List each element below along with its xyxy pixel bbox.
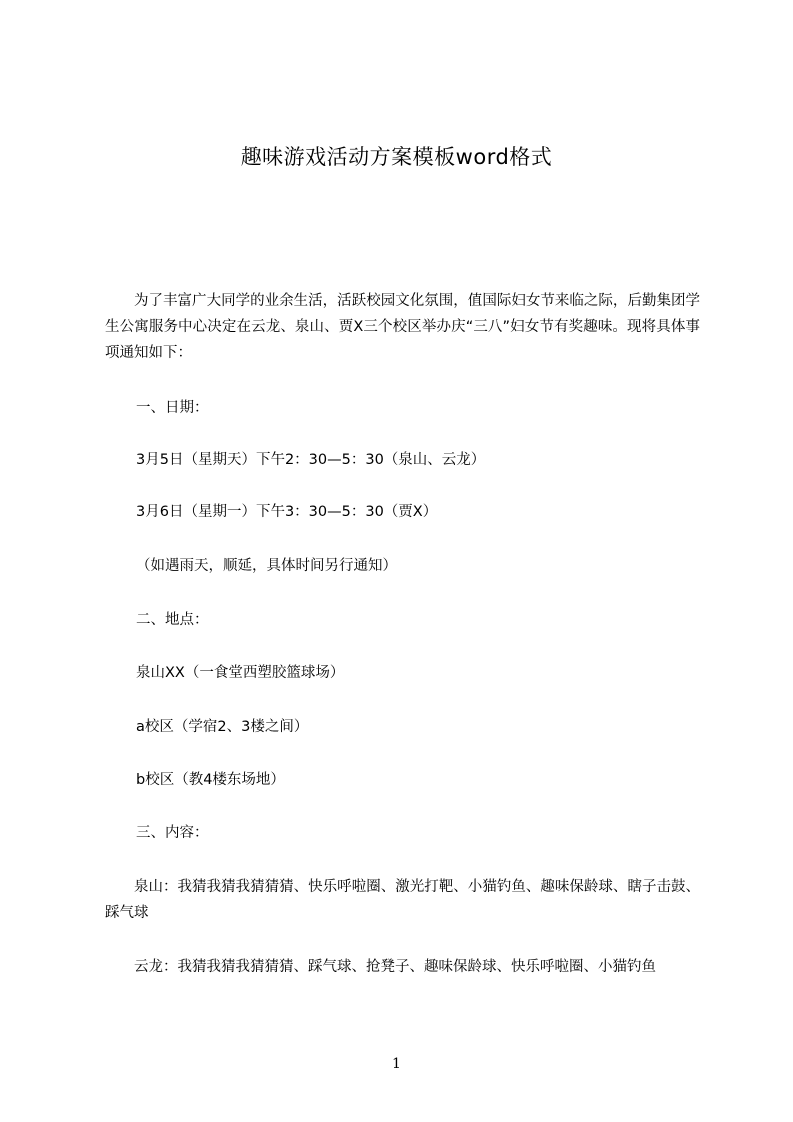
location-line-3: b校区（教4楼东场地）: [136, 772, 285, 788]
intro-paragraph: 为了丰富广大同学的业余生活，活跃校园文化氛围，值国际妇女节来临之际，后勤集团学生公寓服务中心决定在云龙、泉山、贾X三个校区举办庆“三八”妇女节有奖趣味。现将具体事项通知如下：: [105, 293, 700, 361]
section-heading-content: 三、内容：: [136, 825, 209, 841]
document-title: 趣味游戏活动方案模板word格式: [240, 145, 553, 169]
section-heading-location: 二、地点：: [136, 612, 209, 628]
page-number: 1: [392, 1056, 401, 1072]
content-yunlong: 云龙：我猜我猜我猜猜猜、踩气球、抢凳子、趣味保龄球、快乐呼啦圈、小猫钓鱼: [134, 959, 656, 975]
location-line-1: 泉山XX（一食堂西塑胶篮球场）: [136, 665, 345, 681]
location-line-2: a校区（学宿2、3楼之间）: [136, 719, 309, 735]
date-line-2: 3月6日（星期一）下午3：30—5：30（贾X）: [136, 504, 438, 520]
content-quanshan: 泉山：我猜我猜我猜猜猜、快乐呼啦圈、激光打靶、小猫钓鱼、趣味保龄球、瞎子击鼓、踩气球: [105, 879, 700, 921]
date-line-1: 3月5日（星期天）下午2：30—5：30（泉山、云龙）: [136, 452, 486, 468]
rain-note: （如遇雨天，顺延，具体时间另行通知）: [136, 558, 397, 574]
section-heading-date: 一、日期：: [136, 400, 209, 416]
